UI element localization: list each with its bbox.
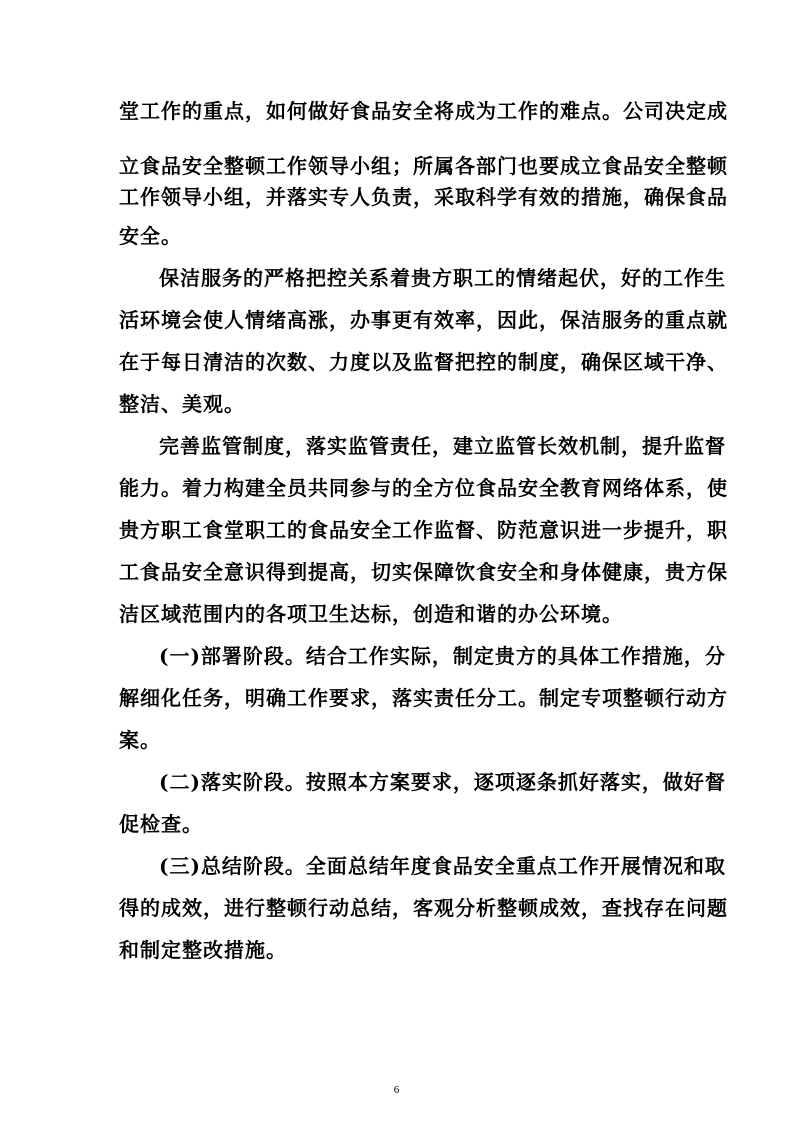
text-line: (二)落实阶段。按照本方案要求，逐项逐条抓好落实，做好督 xyxy=(159,770,726,794)
text-line: (一)部署阶段。结合工作实际，制定贵方的具体工作措施，分 xyxy=(159,644,726,668)
text-line: 能力。着力构建全员共同参与的全方位食品安全教育网络体系，使 xyxy=(119,476,728,500)
text-line: 立食品安全整顿工作领导小组；所属各部门也要成立食品安全整顿 xyxy=(119,154,728,178)
text-line: 和制定整改措施。 xyxy=(119,938,287,962)
text-line: 工食品安全意识得到提高，切实保障饮食安全和身体健康，贵方保 xyxy=(119,560,728,584)
text-line: 活环境会使人情绪高涨，办事更有效率，因此，保洁服务的重点就 xyxy=(119,308,728,332)
text-line: 堂工作的重点，如何做好食品安全将成为工作的难点。公司决定成 xyxy=(119,99,728,123)
text-line: 整洁、美观。 xyxy=(119,392,245,416)
text-line: 安全。 xyxy=(119,224,182,248)
text-line: (三)总结阶段。全面总结年度食品安全重点工作开展情况和取 xyxy=(159,854,726,878)
text-line: 工作领导小组，并落实专人负责，采取科学有效的措施，确保食品 xyxy=(119,185,728,209)
text-line: 在于每日清洁的次数、力度以及监督把控的制度，确保区域干净、 xyxy=(119,350,728,374)
text-line: 案。 xyxy=(119,728,161,752)
text-line: 得的成效，进行整顿行动总结，客观分析整顿成效，查找存在问题 xyxy=(119,896,728,920)
page-number: 6 xyxy=(393,1084,400,1096)
text-line: 洁区域范围内的各项卫生达标，创造和谐的办公环境。 xyxy=(119,602,623,626)
text-line: 保洁服务的严格把控关系着贵方职工的情绪起伏，好的工作生 xyxy=(159,266,726,290)
text-line: 贵方职工食堂职工的食品安全工作监督、防范意识进一步提升，职 xyxy=(119,518,728,542)
text-line: 促检查。 xyxy=(119,812,203,836)
text-line: 解细化任务，明确工作要求，落实责任分工。制定专项整顿行动方 xyxy=(119,686,728,710)
text-line: 完善监管制度，落实监管责任，建立监管长效机制，提升监督 xyxy=(159,434,726,458)
